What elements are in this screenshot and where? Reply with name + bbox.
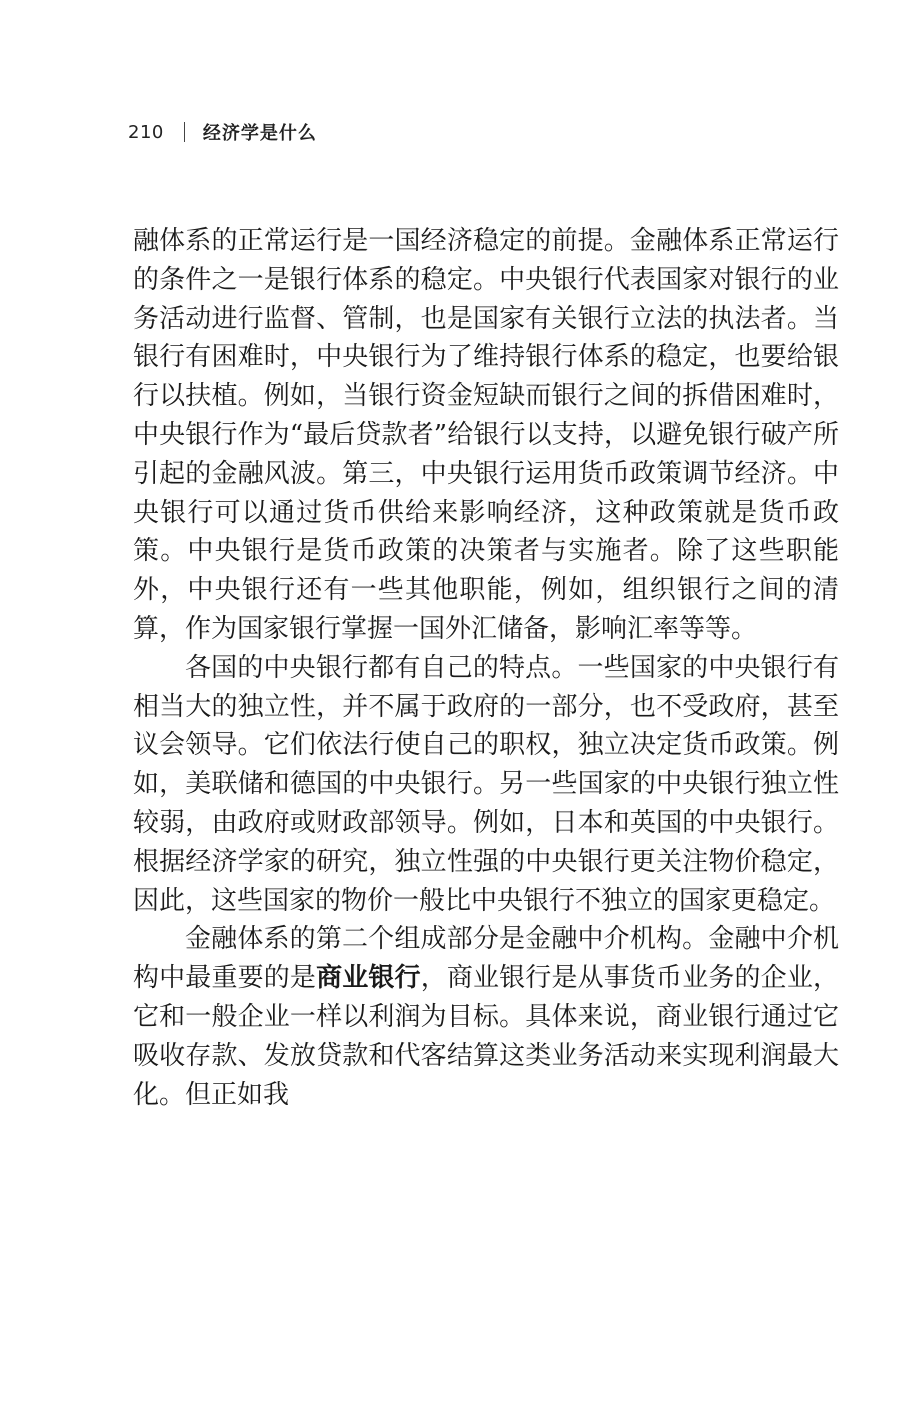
key-term-commercial-bank: 商业银行: [316, 963, 421, 994]
paragraph-financial-intermediaries: [133, 920, 839, 1114]
paragraph-central-bank-independence: 各国的中央银行都有自己的特点。一些国家的中央银行有相当大的独立性，并不属于政府的一部分，也不受政府，甚至议会领导。它们依法行使自己的职权，独立决定货币政策。例如，美联储和德国的中央银行。另一些国家的中央银行独立性较弱，由政府或财政部领导。例如，日本和英国的中央银行。根据经济学家的研究，独立性强的中央银行更关注物价稳定，因此，这些国家的物价一般比中央银行不独立的国家更稳定。: [133, 652, 839, 916]
page-number: 210: [128, 121, 164, 143]
paragraph-text-part2: ，商业银行是从事货币业务的企业，它和一般企业一样以利润为目标。具体来说，商业银行通过它吸收存款、发放贷款和代客结算这类业务活动来实现利润最大化。但正如我: [133, 963, 839, 1110]
paragraph-text-part1: 金融体系的第二个组成部分是金融中介机构。金融中介机构中最重要的是: [133, 924, 839, 994]
header-divider: [184, 122, 185, 142]
running-title: 经济学是什么: [202, 123, 317, 144]
body-text: [133, 222, 839, 1114]
page-header: [128, 117, 317, 147]
paragraph-continued: 融体系的正常运行是一国经济稳定的前提。金融体系正常运行的条件之一是银行体系的稳定。中央银行代表国家对银行的业务活动进行监督、管制，也是国家有关银行立法的执法者。当银行有困难时，中央银行为了维持银行体系的稳定，也要给银行以扶植。例如，当银行资金短缺而银行之间的拆借困难时，中央银行作为“最后贷款者”给银行以支持，以避免银行破产所引起的金融风波。第三，中央银行运用货币政策调节经济。中央银行可以通过货币供给来影响经济，这种政策就是货币政策。中央银行是货币政策的决策者与实施者。除了这些职能外，中央银行还有一些其他职能，例如，组织银行之间的清算，作为国家银行掌握一国外汇储备，影响汇率等等。: [133, 226, 839, 644]
